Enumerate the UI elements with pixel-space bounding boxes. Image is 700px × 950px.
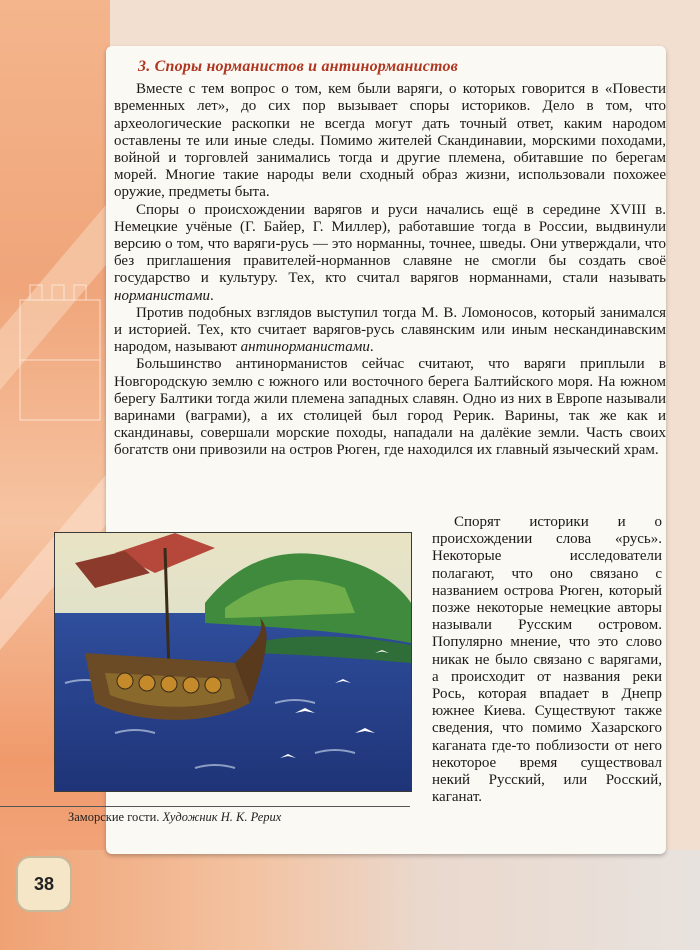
section-title: 3. Споры норманистов и антинорманистов <box>138 58 459 75</box>
painting-image <box>55 533 411 791</box>
text-column <box>114 58 666 460</box>
caption-author: Художник Н. К. Рерих <box>162 810 282 824</box>
caption-divider <box>0 806 410 807</box>
painting-overseas-guests <box>54 532 412 792</box>
paragraph-5: Спорят историки и о происхождении слова «русь». Некоторые исследователи полагают, что оно связано с названием острова Рюген, который позже некоторые немецкие авторы называли Русским островом. Популярно мнение, что это слово никак не было связано с варягами, а происходит от названия реки Рось, которая впадает в Днепр южнее Киева. Существуют также сведения, что помимо Хазарского каганата где-то поблизости от него некоторое время существовал некий Русский, или Росский, каганат. <box>432 514 662 806</box>
page-number: 38 <box>33 873 55 894</box>
painting-caption <box>68 810 281 825</box>
paragraph-4: Большинство антинорманистов сейчас считают, что варяги приплыли в Новгородскую землю с южного или восточного берега Балтийского моря. На южном берегу Балтики тогда жили племена западных славян. Одно из них в Европе называли варинами (ваграми), а их столицей был город Рерик. Варины, так же как и скандинавы, совершали морские походы, нападали на далёкие земли. Часть своих богатств они привозили на остров Рюген, где находился их главный языческий храм. <box>114 356 666 459</box>
side-column <box>432 514 662 806</box>
paragraph-1: Вместе с тем вопрос о том, кем были варяги, о которых говорится в «Повести временных лет», до сих пор вызывает споры историков. Дело в том, что археологические раскопки не всегда могут дать точный ответ, каким народом оставлены те или иные следы. Помимо жителей Скандинавии, морскими походами, войной и торговлей занимались тогда и другие племена, обитавшие по берегам морей. Многие такие народы вели сходный образ жизни, использовали похожее оружие, предметы быта. <box>114 81 666 201</box>
page-number-badge <box>16 856 72 912</box>
term-antinormanists: антинорманистами <box>240 339 370 356</box>
background-left-band <box>0 0 110 950</box>
background-bottom-band <box>0 850 700 950</box>
term-normanists: норманистами <box>114 287 210 304</box>
paragraph-3: Против подобных взглядов выступил тогда М. В. Ломоносов, который занимался и историей. Тех, кто считает варягов-русь славянским или иным нескандинавским народом, называют антинорманистами. <box>114 304 666 356</box>
caption-title: Заморские гости. <box>68 810 160 824</box>
paragraph-2: Споры о происхождении варягов и руси начались ещё в середине XVIII в. Немецкие учёные (Г. Байер, Г. Миллер), работавшие тогда в России, выдвинули версию о том, что варяги-русь — это норманны, точнее, шведы. Они утверждали, что без приглашения правителей-норманнов славяне не смогли бы создать своё государство и культуру. Тех, кто считал варягов норманнами, стали называть норманистами. <box>114 201 666 304</box>
